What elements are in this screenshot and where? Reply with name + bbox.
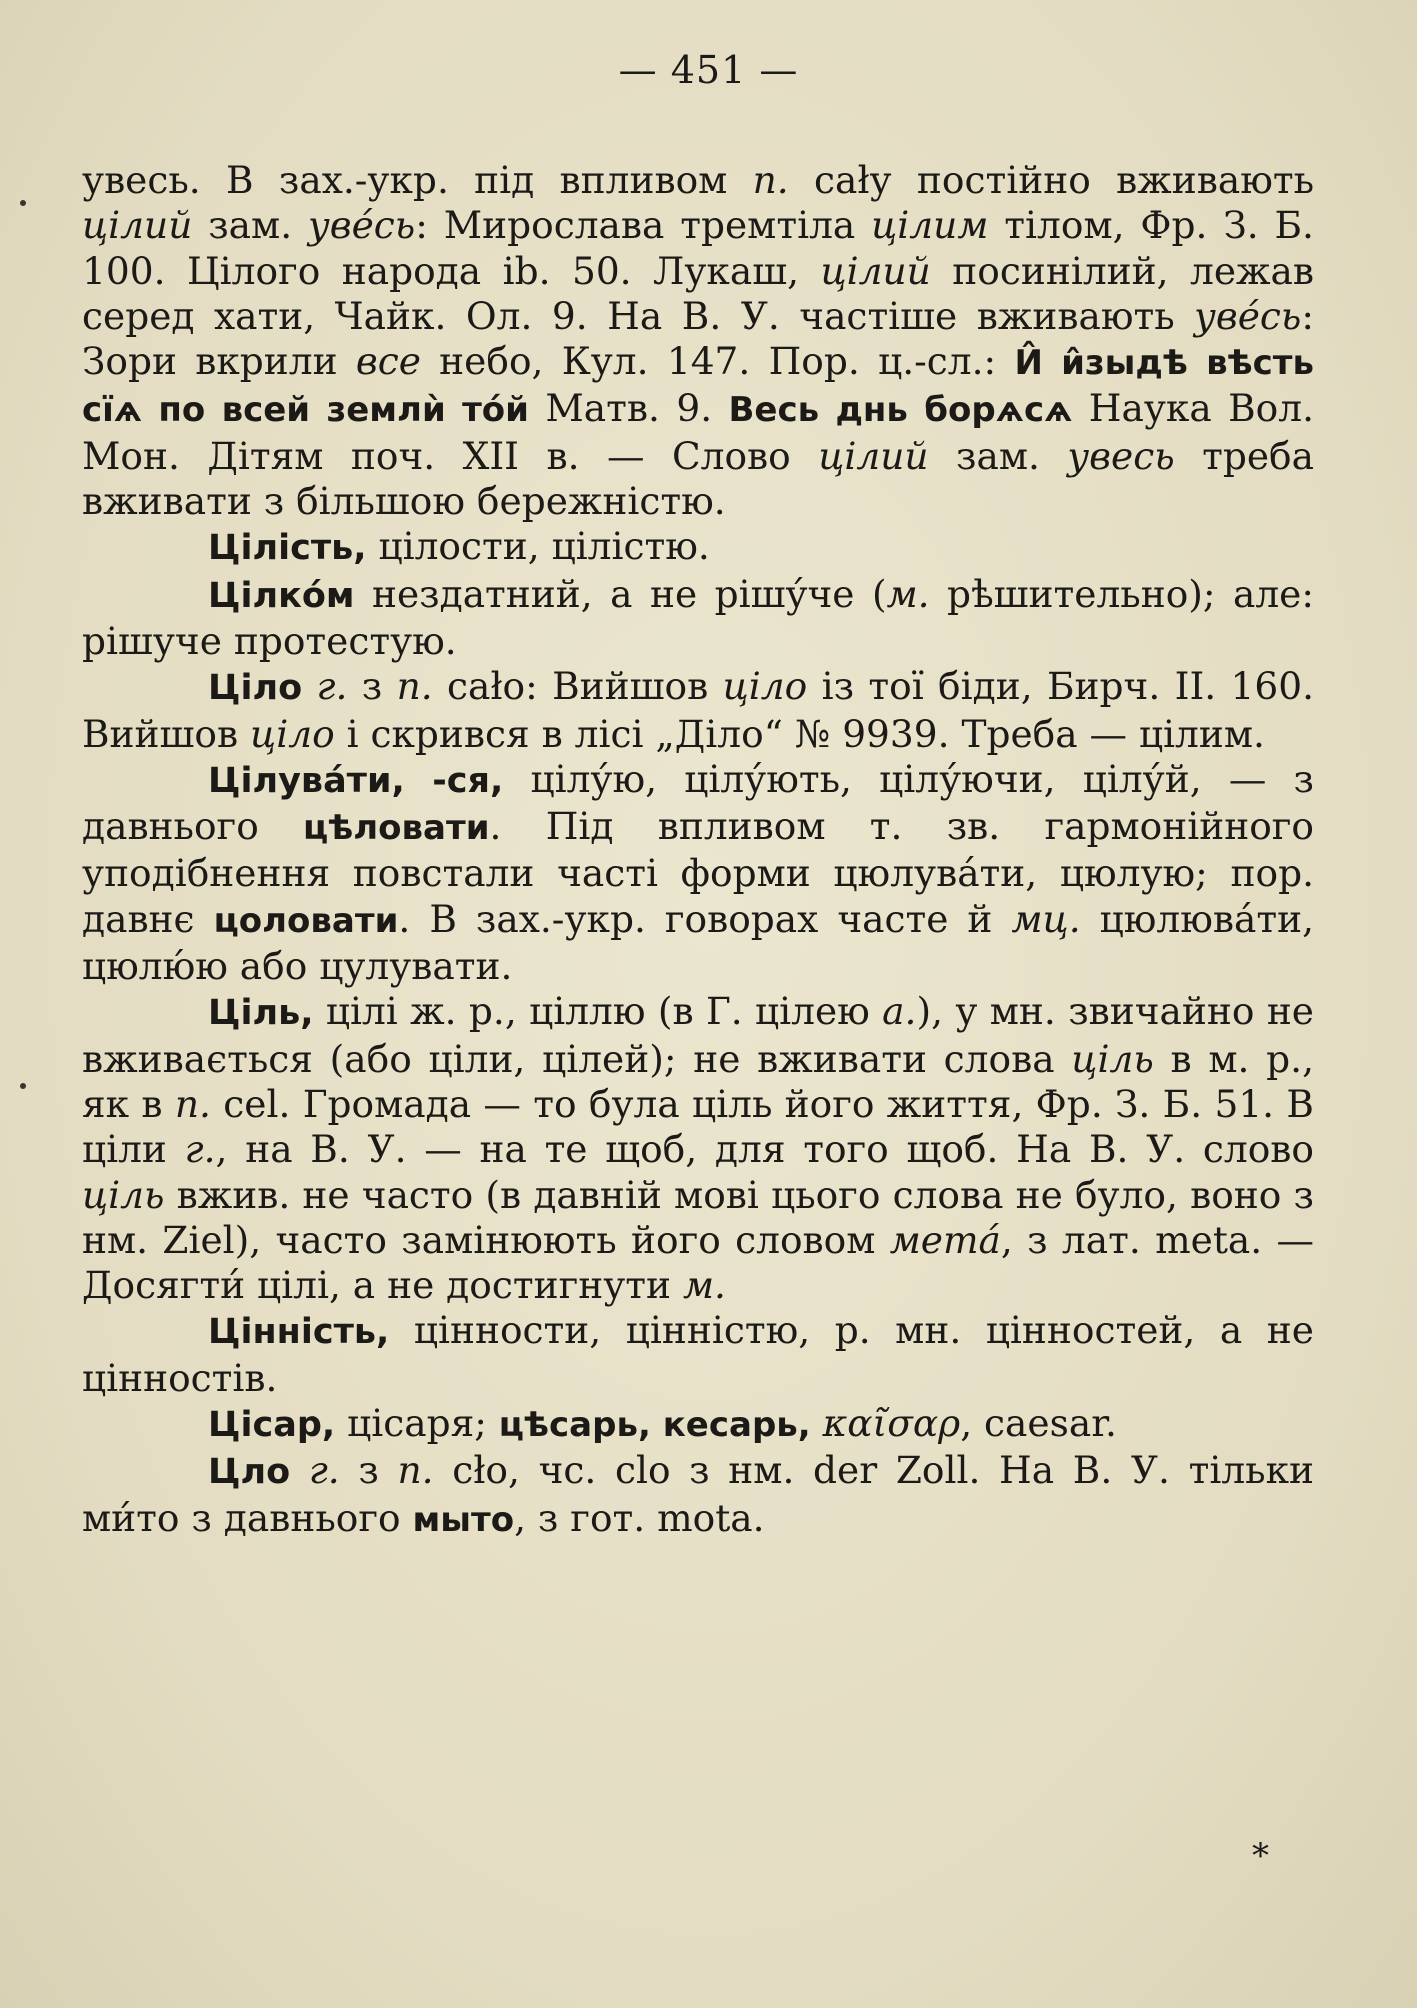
entry-cinnist: Цінність, цінности, цінністю, р. мн. цінностей, а не цінностів.: [82, 1308, 1314, 1400]
margin-speck: [20, 1083, 26, 1089]
entry-ciluvaty: Цілува́ти, -ся, цілу́ю, цілу́ють, цілу́ючи, цілу́й, — з давнього цѣловати. Під впливом т. зв. гармонійного уподібнення повстали часті форми цюлува́ти, цюлую; пор. давнє цоловати. В зах.-укр. говорах часте й мц. цюлюва́ти, цюлю́ю або цулувати.: [82, 756, 1314, 989]
entry-cilist: Цілість, цілости, цілістю.: [208, 524, 710, 569]
entry-cilo: Ціло г. з п. саłо: Вийшов ціло із тої біди, Бирч. II. 160. Вийшов ціло і скрився в лісі „Діло“ № 9939. Треба — цілим.: [82, 664, 1315, 756]
entry-cil: Ціль, цілі ж. р., ціллю (в Г. цілею а.), у мн. звичайно не вживається (або ціли, цілей); не вживати слова ціль в м. р., як в п. cel. Громада — то була ціль його життя, Фр. З. Б. 51. В ціли г., на В. У. — на те щоб, для того щоб. На В. У. слово ціль вжив. не часто (в давній мові цього слова не було, воно з нм. Ziel), часто замінюють його словом мета́, з лат. meta. — Досягти́ цілі, а не достигнути м.: [82, 989, 1315, 1308]
page-number: — 451 —: [618, 48, 799, 92]
page-body: [82, 158, 1314, 1543]
entry-clo: Цло г. з п. cło, чс. clo з нм. der Zoll. На В. У. тільки ми́то з давнього мыто, з гот. mota.: [82, 1448, 1315, 1540]
entry-cisar: Цісар, цісаря; цѣсарь, кесарь, καῖσαρ, caesar.: [208, 1401, 1117, 1446]
entry-cilkom: Цілко́м нездатний, а не рішу́че (м. рѣшительно); але: рішуче протестую.: [82, 571, 1315, 663]
paragraph-intro: увесь. В зах.-укр. під впливом п. саłу постійно вживають цілий зам. уве́сь: Мирослава тремтіла цілим тілом, Фр. З. Б. 100. Цілого народа ib. 50. Лукаш, цілий посинілий, лежав серед хати, Чайк. Ол. 9. На В. У. частіше вживають уве́сь: Зори вкрили все небо, Кул. 147. Пор. ц.-сл.: И̂ и̂зыдѣ вѣсть сїѧ по всей землѝ то́й Матв. 9. Весь днь борѧсѧ Наука Вол. Мон. Дітям поч. XII в. — Слово цілий зам. увесь треба вживати з більшою бережністю.: [82, 158, 1315, 524]
footer-asterisk: *: [1252, 1836, 1269, 1876]
margin-speck: [20, 200, 26, 206]
